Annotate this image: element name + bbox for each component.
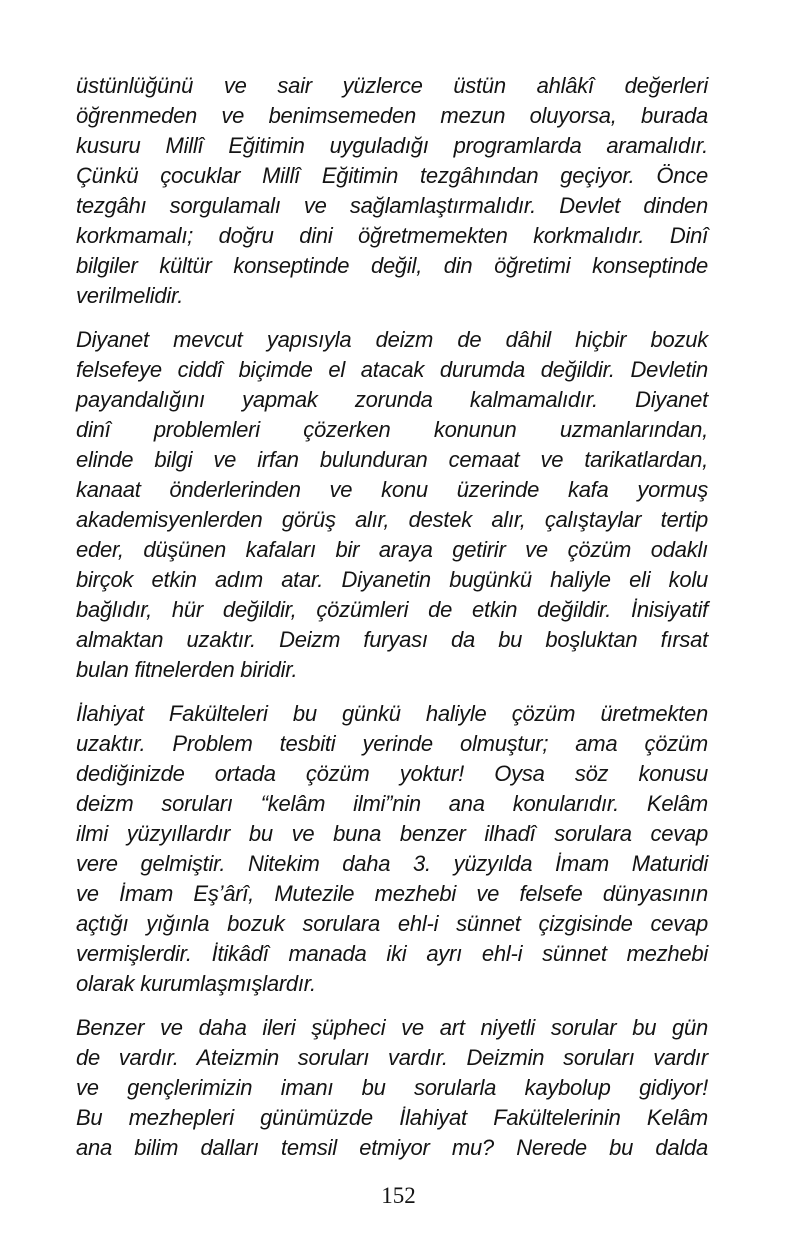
text-line: bağlıdır, hür değildir, çözümleri de etkin değildir. İnisiyatif <box>76 597 708 622</box>
text-line: felsefeye ciddî biçimde el atacak durumda değildir. Devletin <box>76 357 708 382</box>
text-line: uzaktır. Problem tesbiti yerinde olmuştur; ama çözüm <box>76 731 708 756</box>
text-line: Çünkü çocuklar Millî Eğitimin tezgâhından geçiyor. Önce <box>76 163 708 188</box>
text-line: de vardır. Ateizmin soruları vardır. Deizmin soruları vardır <box>76 1045 708 1070</box>
text-line: elinde bilgi ve irfan bulunduran cemaat ve tarikatlardan, <box>76 447 708 472</box>
text-line: İlahiyat Fakülteleri bu günkü haliyle çözüm üretmekten <box>76 701 708 726</box>
paragraph <box>76 699 708 999</box>
text-line: birçok etkin adım atar. Diyanetin bugünkü haliyle eli kolu <box>76 567 708 592</box>
text-line: ilmi yüzyıllardır bu ve buna benzer ilhadî sorulara cevap <box>76 821 708 846</box>
text-line: korkmamalı; doğru dini öğretmemekten korkmalıdır. Dinî <box>76 223 708 248</box>
text-line: deizm soruları “kelâm ilmi”nin ana konularıdır. Kelâm <box>76 791 708 816</box>
paragraph <box>76 1013 708 1163</box>
text-line: ve gençlerimizin imanı bu sorularla kaybolup gidiyor! <box>76 1075 708 1100</box>
text-line: vermişlerdir. İtikâdî manada iki ayrı ehl-i sünnet mezhebi <box>76 941 708 966</box>
text-line: vere gelmiştir. Nitekim daha 3. yüzyılda İmam Maturidi <box>76 851 708 876</box>
text-line: payandalığını yapmak zorunda kalmamalıdır. Diyanet <box>76 387 708 412</box>
text-line: almaktan uzaktır. Deizm furyası da bu boşluktan fırsat <box>76 627 708 652</box>
text-line: bulan fitnelerden biridir. <box>76 657 298 682</box>
page-body-text <box>76 71 708 1177</box>
text-line: eder, düşünen kafaları bir araya getirir ve çözüm odaklı <box>76 537 708 562</box>
page-number: 152 <box>381 1183 416 1208</box>
text-line: akademisyenlerden görüş alır, destek alır, çalıştaylar tertip <box>76 507 708 532</box>
text-line: ve İmam Eş’ârî, Mutezile mezhebi ve felsefe dünyasının <box>76 881 708 906</box>
text-line: kusuru Millî Eğitimin uyguladığı programlarda aramalıdır. <box>76 133 708 158</box>
text-line: Bu mezhepleri günümüzde İlahiyat Fakültelerinin Kelâm <box>76 1105 708 1130</box>
text-line: Diyanet mevcut yapısıyla deizm de dâhil hiçbir bozuk <box>76 327 708 352</box>
text-line: dediğinizde ortada çözüm yoktur! Oysa söz konusu <box>76 761 708 786</box>
text-line: kanaat önderlerinden ve konu üzerinde kafa yormuş <box>76 477 708 502</box>
paragraph <box>76 71 708 311</box>
text-line: üstünlüğünü ve sair yüzlerce üstün ahlâkî değerleri <box>76 73 708 98</box>
text-line: açtığı yığınla bozuk sorulara ehl-i sünnet çizgisinde cevap <box>76 911 708 936</box>
text-line: verilmelidir. <box>76 283 184 308</box>
text-line: öğrenmeden ve benimsemeden mezun oluyorsa, burada <box>76 103 708 128</box>
text-line: bilgiler kültür konseptinde değil, din öğretimi konseptinde <box>76 253 708 278</box>
text-line: tezgâhı sorgulamalı ve sağlamlaştırmalıdır. Devlet dinden <box>76 193 708 218</box>
text-line: olarak kurumlaşmışlardır. <box>76 971 316 996</box>
text-line: Benzer ve daha ileri şüpheci ve art niyetli sorular bu gün <box>76 1015 708 1040</box>
paragraph <box>76 325 708 685</box>
text-line: dinî problemleri çözerken konunun uzmanlarından, <box>76 417 708 442</box>
text-line: ana bilim dalları temsil etmiyor mu? Nerede bu dalda <box>76 1135 708 1160</box>
